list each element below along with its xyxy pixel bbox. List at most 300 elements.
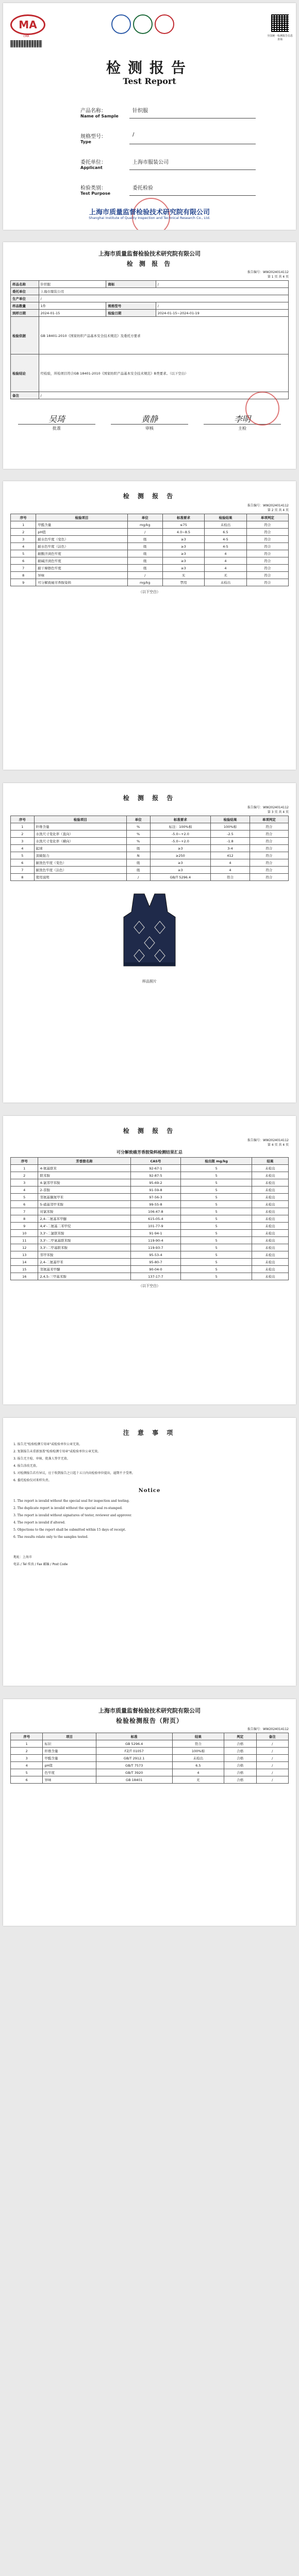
table-cell: 级	[127, 565, 162, 572]
results-table-2	[10, 816, 289, 881]
table-cell: 100%棉	[211, 823, 250, 831]
page-number: 第 4 页 共 4 页	[267, 1143, 289, 1147]
page-number: 第 2 页 共 4 页	[267, 509, 289, 512]
table-cell: /	[256, 1748, 289, 1755]
inspection-seal-icon	[245, 392, 279, 426]
cover-field-label-en: Type	[80, 140, 91, 144]
summary-row	[11, 295, 289, 302]
note-item-en: 2. The duplicate report is invalid without the special seal re-stamped.	[13, 1506, 123, 1510]
results-page-1	[3, 481, 296, 770]
table-cell: 级	[126, 845, 150, 852]
table-row	[11, 543, 289, 550]
table-cell: 符合	[211, 874, 250, 881]
table-cell: 联苯胺	[38, 1172, 130, 1179]
table-row	[11, 867, 289, 874]
table-cell: 1	[11, 1740, 43, 1748]
table-cell: 615-05-4	[130, 1215, 181, 1223]
page-title: 检 测 报 告	[123, 493, 176, 500]
table-header: 标准	[96, 1733, 172, 1740]
table-cell: 未检出	[252, 1273, 289, 1280]
table-cell: 符合	[250, 852, 288, 859]
table-header: 检验结果	[205, 514, 246, 521]
table-cell: 未检出	[252, 1237, 289, 1244]
table-cell: 符合	[246, 572, 288, 579]
qr-caption: 全国统一检测报告信息查询	[267, 35, 293, 41]
table-cell: 10	[11, 1230, 38, 1237]
table-cell: ≥3	[150, 867, 211, 874]
note-item-en: 3. The report is invalid without signatures of tester, reviewer and approver.	[13, 1514, 132, 1517]
table-cell: 4	[11, 1187, 38, 1194]
table-header: 结果	[172, 1733, 224, 1740]
table-header: 芳香胺名称	[38, 1158, 130, 1165]
summary-key: 规格型号	[106, 302, 156, 310]
address	[13, 1555, 286, 1567]
table-row	[11, 1179, 289, 1187]
table-cell: 甲醛含量	[36, 521, 127, 529]
table-cell: 2	[11, 1172, 38, 1179]
ilac-badge-icon	[133, 14, 153, 34]
table-cell: 4	[11, 845, 35, 852]
table-cell: 未检出	[252, 1230, 289, 1237]
notice-title-en: Notice	[138, 1488, 161, 1494]
lab-name-en: Shanghai Institute of Quality Inspection and Technical Research Co., Ltd.	[89, 216, 210, 220]
table-row	[11, 1266, 289, 1273]
table-cell: 符合	[246, 521, 288, 529]
table-cell: 级	[127, 536, 162, 543]
table-row	[11, 1273, 289, 1280]
table-row	[11, 1769, 289, 1776]
table-cell: 4	[172, 1769, 224, 1776]
table-cell: mg/kg	[127, 579, 162, 586]
table-row	[11, 1223, 289, 1230]
table-cell: ≥3	[162, 536, 205, 543]
table-cell: 6	[11, 859, 35, 867]
table-row	[11, 1755, 289, 1762]
table-cell: 合格	[224, 1740, 256, 1748]
table-cell: 耐洗色牢度（沾色）	[34, 867, 126, 874]
table-cell: 级	[127, 550, 162, 557]
table-row	[11, 1259, 289, 1266]
table-cell: 90-04-0	[130, 1266, 181, 1273]
table-cell: 7	[11, 1208, 38, 1215]
cover-field	[80, 132, 256, 144]
table-cell: 2-萘胺	[38, 1187, 130, 1194]
report-meta	[3, 805, 289, 815]
summary-page	[3, 242, 296, 469]
lab-name: 上海市质量监督检验技术研究院有限公司	[89, 209, 210, 216]
table-cell: 级	[126, 859, 150, 867]
report-meta	[3, 270, 289, 279]
table-row	[11, 1237, 289, 1244]
table-cell: 1	[11, 521, 36, 529]
table-cell: 412	[211, 852, 250, 859]
table-row	[11, 845, 289, 852]
table-cell: 5	[181, 1259, 252, 1266]
summary-key: 备注	[11, 392, 39, 399]
table-cell: 符合	[172, 1740, 224, 1748]
table-cell: 9	[11, 579, 36, 586]
table-cell: 符合	[250, 823, 288, 831]
table-cell: 级	[127, 543, 162, 550]
results-page-2	[3, 783, 296, 1103]
table-cell: 未检出	[252, 1208, 289, 1215]
table-cell: 4-氯邻甲苯胺	[38, 1179, 130, 1187]
summary-key: 商标	[106, 281, 156, 288]
table-header: 检出限 mg/kg	[181, 1158, 252, 1165]
notice-page	[3, 1418, 296, 1686]
table-header: 序号	[11, 816, 35, 823]
table-header: 序号	[11, 1733, 43, 1740]
table-cell: /	[127, 529, 162, 536]
notes-en	[13, 1499, 286, 1539]
table-cell: 异味	[36, 572, 127, 579]
table-cell: GB/T 2912.1	[96, 1755, 172, 1762]
table-header: 项目	[43, 1733, 96, 1740]
table-cell: 标注：100%棉	[150, 823, 211, 831]
summary-row	[11, 288, 289, 295]
table-cell: /	[256, 1776, 289, 1784]
table-row	[11, 1748, 289, 1755]
table-cell: 5	[11, 1194, 38, 1201]
table-cell: 合格	[224, 1748, 256, 1755]
note-item-en: 1. The report is invalid without the special seal for inspection and testing.	[13, 1499, 130, 1503]
table-cell: 9	[11, 1223, 38, 1230]
table-cell: 13	[11, 1251, 38, 1259]
cover-field-value: 委托检验	[129, 183, 256, 196]
table-cell: GB/T 7573	[96, 1762, 172, 1769]
table-cell: 符合	[250, 874, 288, 881]
table-cell: 5	[11, 1769, 43, 1776]
note-item: 3. 报告无主检、审核、批准人签字无效。	[13, 1457, 70, 1461]
note-item: 1. 报告无"检验检测专用章"或检验单位公章无效。	[13, 1443, 82, 1446]
table-row	[11, 823, 289, 831]
note-item: 6. 委托检验仅对来样负责。	[13, 1479, 52, 1482]
page-subtitle: 检验检测报告（附页）	[115, 1717, 183, 1724]
table-cell: 符合	[246, 550, 288, 557]
table-cell: 4	[11, 1762, 43, 1769]
table-header: CAS号	[130, 1158, 181, 1165]
table-cell: 未检出	[252, 1194, 289, 1201]
table-cell: 耐干摩擦色牢度	[36, 565, 127, 572]
table-cell: 6.5	[172, 1762, 224, 1769]
table-cell: 2,4-二氨基苯甲醚	[38, 1215, 130, 1223]
table-cell: ≥250	[150, 852, 211, 859]
table-cell: 符合	[246, 529, 288, 536]
amine-subtitle: 可分解致癌芳香胺染料检测结果汇总	[117, 1150, 182, 1155]
table-cell: 95-80-7	[130, 1259, 181, 1266]
table-cell: 101-77-9	[130, 1223, 181, 1230]
table-cell: 137-17-7	[130, 1273, 181, 1280]
cover-field-value: 针织服	[129, 106, 256, 118]
report-meta	[3, 1727, 289, 1732]
table-cell: ≥3	[162, 543, 205, 550]
table-cell: /	[256, 1755, 289, 1762]
table-cell: 4-5	[205, 543, 246, 550]
table-row	[11, 1165, 289, 1172]
page-header: 上海市质量监督检验技术研究院有限公司	[98, 250, 201, 257]
table-cell: ≥3	[150, 845, 211, 852]
table-cell: /	[256, 1740, 289, 1748]
table-cell: 级	[126, 867, 150, 874]
summary-row	[11, 281, 289, 288]
table-cell: 符合	[250, 867, 288, 874]
summary-value: 上海市服装公司	[39, 288, 289, 295]
table-cell: 12	[11, 1244, 38, 1251]
table-cell: 异味	[43, 1776, 96, 1784]
table-cell: 甲醛含量	[43, 1755, 96, 1762]
table-header: 标准要求	[162, 514, 205, 521]
table-cell: 14	[11, 1259, 38, 1266]
table-cell: 5	[181, 1223, 252, 1230]
summary-row	[11, 302, 289, 310]
table-cell: 4-氨基联苯	[38, 1165, 130, 1172]
table-row	[11, 838, 289, 845]
page-header: 上海市质量监督检验技术研究院有限公司	[98, 1707, 201, 1714]
appendix-table	[10, 1733, 289, 1784]
table-header: 检验项目	[34, 816, 126, 823]
table-cell: mg/kg	[127, 521, 162, 529]
table-cell: %	[126, 838, 150, 845]
table-cell: 符合	[250, 845, 288, 852]
table-cell: 耐碱汗渍色牢度	[36, 557, 127, 565]
table-row	[11, 536, 289, 543]
cover-field-label: 检验类别： Test Purpose	[80, 183, 129, 196]
table-cell: 未检出	[252, 1259, 289, 1266]
table-cell: 106-47-8	[130, 1208, 181, 1215]
table-cell: /	[256, 1769, 289, 1776]
summary-key: 到样日期	[11, 310, 39, 317]
table-cell: 4,4'-二氨基二苯甲烷	[38, 1223, 130, 1230]
table-header: 单位	[127, 514, 162, 521]
table-cell: 6	[11, 557, 36, 565]
summary-value: /	[39, 295, 289, 302]
table-header: 单位	[126, 816, 150, 823]
table-cell: 5-硝基邻甲苯胺	[38, 1201, 130, 1208]
table-cell: 7	[11, 867, 35, 874]
results-table-1	[10, 514, 289, 586]
table-cell: 符合	[246, 543, 288, 550]
table-cell: 5	[181, 1165, 252, 1172]
page-number: 第 1 页 共 4 页	[267, 275, 289, 279]
page-title: 检 测 报 告	[123, 1127, 176, 1134]
cover-field	[80, 106, 256, 118]
table-cell: 纤维含量	[43, 1748, 96, 1755]
table-cell: N	[126, 852, 150, 859]
table-row	[11, 1251, 289, 1259]
table-cell: 合格	[224, 1769, 256, 1776]
note-item: 2. 复制报告未重新加盖"检验检测专用章"或检验单位公章无效。	[13, 1450, 101, 1453]
appendix-page	[3, 1699, 296, 1926]
table-cell: 符合	[246, 557, 288, 565]
table-cell: 标识	[43, 1740, 96, 1748]
signature-role: 批准	[18, 424, 95, 431]
table-cell: /	[256, 1762, 289, 1769]
report-title-cn: 检测报告	[106, 59, 193, 76]
table-cell: 6.5	[205, 529, 246, 536]
table-cell: 92-87-5	[130, 1172, 181, 1179]
sample-photo	[119, 891, 180, 969]
table-cell: 95-69-2	[130, 1179, 181, 1187]
table-cell: 4	[205, 550, 246, 557]
table-header-row	[11, 1158, 289, 1165]
table-header: 标准要求	[150, 816, 211, 823]
table-cell: 6	[11, 1201, 38, 1208]
note-item: 5. 对检测报告若有异议，应于收到报告之日起十五日内向检验单位提出，逾期不予受理。	[13, 1471, 135, 1475]
logo-row	[3, 14, 296, 41]
table-row	[11, 1762, 289, 1769]
table-cell: -1.8	[211, 838, 250, 845]
table-cell: 未检出	[252, 1172, 289, 1179]
table-cell: 2	[11, 831, 35, 838]
report-number: 报告编号：WW2024014112	[247, 504, 289, 507]
table-cell: 符合	[246, 536, 288, 543]
table-cell: 5	[181, 1244, 252, 1251]
table-cell: 合格	[224, 1776, 256, 1784]
table-cell: 119-90-4	[130, 1237, 181, 1244]
report-number: 报告编号：WW2024014112	[247, 270, 289, 274]
table-cell: 顶破强力	[34, 852, 126, 859]
table-cell: 2	[11, 1748, 43, 1755]
table-cell: 5	[181, 1179, 252, 1187]
table-cell: %	[126, 831, 150, 838]
table-cell: 7	[11, 565, 36, 572]
table-cell: %	[126, 823, 150, 831]
table-header: 检验结果	[211, 816, 250, 823]
table-cell: 合格	[224, 1762, 256, 1769]
table-cell: 对氯苯胺	[38, 1208, 130, 1215]
table-cell: GB 5296.4	[96, 1740, 172, 1748]
table-cell: 邻氨基偶氮甲苯	[38, 1194, 130, 1201]
table-cell: 符合	[250, 859, 288, 867]
photo-caption: 样品照片	[142, 979, 157, 984]
table-cell: 5	[11, 550, 36, 557]
table-row	[11, 859, 289, 867]
report-title-en: Test Report	[123, 76, 176, 86]
table-row	[11, 874, 289, 881]
table-cell: 1	[11, 823, 35, 831]
table-row	[11, 1208, 289, 1215]
table-header-row	[11, 514, 289, 521]
blank-note: （以下空白）	[139, 1284, 160, 1288]
table-header: 判定	[224, 1733, 256, 1740]
table-cell: 5	[11, 852, 35, 859]
table-header: 序号	[11, 1158, 38, 1165]
note-item-en: 6. The results relate only to the samples tested.	[13, 1535, 89, 1539]
table-cell: 3,3'-二甲基联苯胺	[38, 1244, 130, 1251]
table-cell: 纤维含量	[34, 823, 126, 831]
table-cell: /	[127, 572, 162, 579]
table-cell: ≥3	[162, 550, 205, 557]
table-cell: 合格	[224, 1755, 256, 1762]
table-cell: 4	[205, 557, 246, 565]
page-title: 检 测 报 告	[123, 794, 176, 802]
table-cell: 2,4-二氨基甲苯	[38, 1259, 130, 1266]
page-subtitle: 检 测 报 告	[126, 260, 173, 267]
table-row	[11, 572, 289, 579]
table-cell: 未检出	[252, 1223, 289, 1230]
cover-field-label-en: Test Purpose	[80, 191, 111, 196]
cover-field-value: 上海市服装公司	[129, 158, 256, 170]
contact-line: 电话 / Tel 传真 / Fax 邮编 / Post Code	[13, 1563, 68, 1566]
table-cell: 2,4,5-三甲基苯胺	[38, 1273, 130, 1280]
table-cell: 5	[181, 1230, 252, 1237]
report-meta	[3, 1138, 289, 1147]
table-cell: 5	[181, 1251, 252, 1259]
table-cell: 未检出	[252, 1215, 289, 1223]
table-cell: 5	[181, 1194, 252, 1201]
cover-field-value: /	[129, 132, 256, 144]
cma-logo-icon: MA	[10, 14, 45, 35]
table-cell: 92-67-1	[130, 1165, 181, 1172]
table-cell: 符合	[250, 831, 288, 838]
table-cell: 5	[181, 1187, 252, 1194]
table-cell: ≥3	[162, 557, 205, 565]
table-cell: 色牢度	[43, 1769, 96, 1776]
summary-value: 针织服	[39, 281, 106, 288]
summary-key: 检验日期	[106, 310, 156, 317]
table-cell: 耐酸汗渍色牢度	[36, 550, 127, 557]
table-cell: 未检出	[205, 579, 246, 586]
table-cell: 邻氨基苯甲醚	[38, 1266, 130, 1273]
summary-value: 1件	[39, 302, 106, 310]
notice-title: 注 意 事 项	[123, 1429, 176, 1436]
table-cell: 4-5	[205, 536, 246, 543]
table-cell: 未检出	[252, 1244, 289, 1251]
table-cell: 16	[11, 1273, 38, 1280]
table-cell: 5	[181, 1215, 252, 1223]
qr-code-icon[interactable]	[271, 14, 289, 32]
table-cell: 无	[162, 572, 205, 579]
table-cell: 5	[181, 1266, 252, 1273]
cover-field-label-en: Name of Sample	[80, 114, 119, 118]
table-cell: 119-93-7	[130, 1244, 181, 1251]
notes-cn	[13, 1442, 286, 1483]
summary-row	[11, 392, 289, 399]
table-cell: 15	[11, 1266, 38, 1273]
table-cell: 5	[181, 1208, 252, 1215]
table-row	[11, 565, 289, 572]
table-row	[11, 1230, 289, 1237]
cover-field-label: 委托单位： Applicant	[80, 158, 129, 170]
table-header: 结果	[252, 1158, 289, 1165]
table-cell: 3	[11, 1755, 43, 1762]
summary-key: 检验结论	[11, 354, 39, 392]
table-cell: 8	[11, 572, 36, 579]
table-cell: 无	[205, 572, 246, 579]
table-cell: FZ/T 01057	[96, 1748, 172, 1755]
amine-table	[10, 1157, 289, 1280]
summary-key: 样品名称	[11, 281, 39, 288]
table-cell: ≤75	[162, 521, 205, 529]
cover-field	[80, 183, 256, 196]
table-cell: ≥3	[150, 859, 211, 867]
table-cell: 耐水色牢度（变色）	[36, 536, 127, 543]
cover-field	[80, 158, 256, 170]
table-row	[11, 1244, 289, 1251]
table-cell: 100%棉	[172, 1748, 224, 1755]
table-cell: 未检出	[252, 1165, 289, 1172]
signature	[18, 413, 95, 431]
table-cell: 4	[11, 543, 36, 550]
table-cell: 未检出	[252, 1266, 289, 1273]
table-row	[11, 1215, 289, 1223]
table-row	[11, 1740, 289, 1748]
summary-key: 样品数量	[11, 302, 39, 310]
table-cell: 未检出	[252, 1179, 289, 1187]
table-cell: pH值	[43, 1762, 96, 1769]
summary-row	[11, 317, 289, 354]
table-cell: 97-56-3	[130, 1194, 181, 1201]
